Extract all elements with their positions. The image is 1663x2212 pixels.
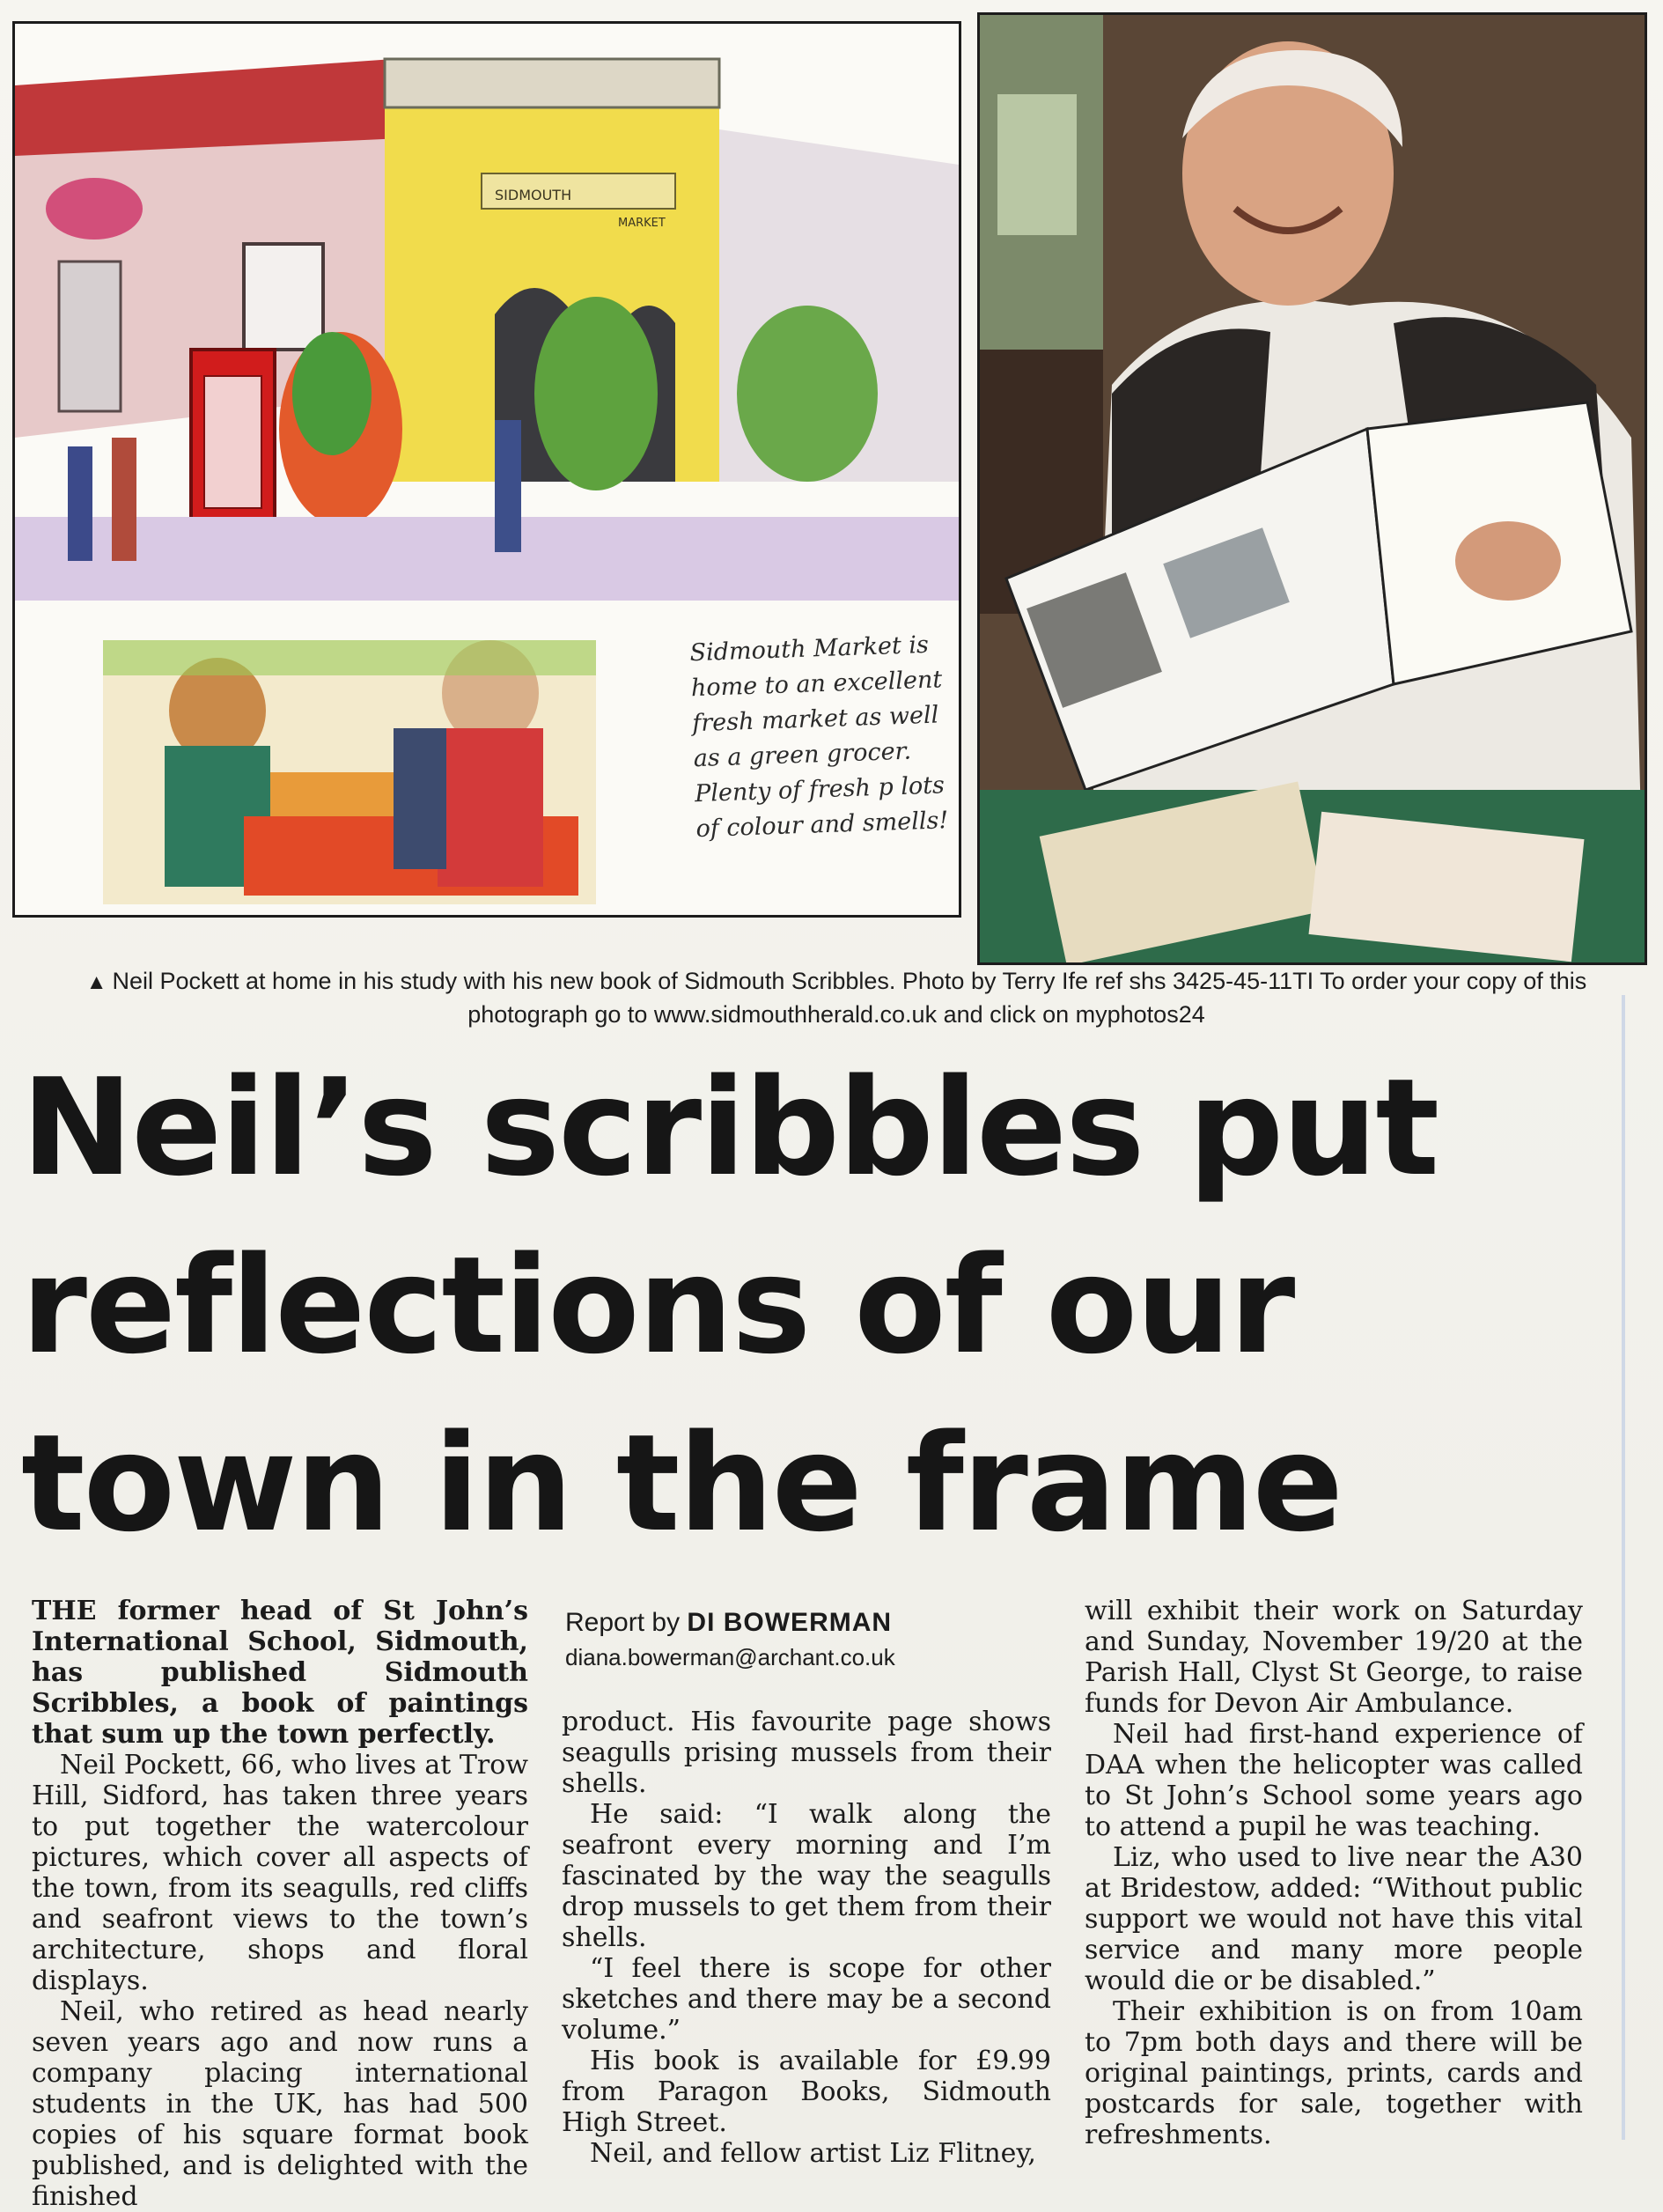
- caption-triangle-icon: ▲: [85, 970, 107, 994]
- article-paragraph: will exhibit their work on Saturday and Sunday, November 19/20 at the Parish Hall, Clyst St George, to raise funds for Devon Air Ambulance.: [1085, 1596, 1583, 1719]
- caption-text: Neil Pockett at home in his study with his new book of Sidmouth Scribbles. Photo by Terry Ife ref shs 3425-45-11TI To order your copy of this photograph go to www.sidmouthherald.co.uk and click on myphotos24: [112, 968, 1587, 1028]
- article-paragraph: Their exhibition is on from 10am to 7pm both days and there will be original paintings, prints, cards and postcards for sale, together with refreshments.: [1085, 1996, 1583, 2150]
- article-paragraph: Neil had first-hand experience of DAA when the helicopter was called to St John’s School some years ago to attend a pupil he was teaching.: [1085, 1719, 1583, 1842]
- article-paragraph: Liz, who used to live near the A30 at Bridestow, added: “Without public support we would not have this vital service and many more people would die or be disabled.”: [1085, 1842, 1583, 1996]
- article-column-3: [1085, 1596, 1583, 2150]
- market-sign-text: SIDMOUTH: [495, 187, 572, 203]
- article-lead-paragraph: THE former head of St John’s International School, Sidmouth, has published Sidmouth Scribbles, a book of paintings that sum up the town perfectly.: [32, 1596, 528, 1750]
- author-email[interactable]: diana.bowerman@archant.co.uk: [565, 1644, 895, 1670]
- article-paragraph: Neil, who retired as head nearly seven years ago and now runs a company placing international students in the UK, has had 500 copies of his square format book published, and is delighted with the finished: [32, 1996, 528, 2212]
- headline-line-3: town in the frame: [21, 1405, 1342, 1561]
- article-paragraph: “I feel there is scope for other sketches and there may be a second volume.”: [562, 1953, 1051, 2046]
- article-paragraph: Neil, and fellow artist Liz Flitney,: [590, 2138, 1036, 2169]
- market-sign-text-2: MARKET: [618, 217, 666, 230]
- headline-line-2: reflections of our: [21, 1228, 1294, 1383]
- article-paragraph: Neil Pockett, 66, who lives at Trow Hill, Sidford, has taken three years to put together the watercolour pictures, which cover all aspects of the town, from its seagulls, red cliffs and seafront views to the town’s architecture, shops and floral displays.: [32, 1750, 528, 1996]
- market-sketch-illustration: [12, 21, 961, 918]
- article-column-2: [562, 1596, 1051, 2169]
- byline: [565, 1606, 1051, 1640]
- handwritten-note: Sidmouth Market is home to an excellent fresh market as well as a green grocer. Plenty of fresh p lots of colour and smells!: [689, 630, 949, 844]
- article-paragraph: His book is available for £9.99 from Paragon Books, Sidmouth High Street.: [562, 2046, 1051, 2138]
- byline-author: DI BOWERMAN: [687, 1608, 893, 1637]
- article-paragraph: He said: “I walk along the seafront every morning and I’m fascinated by the way the seagulls drop mussels to get them from their shells.: [562, 1799, 1051, 1953]
- photo-caption: [35, 965, 1637, 1030]
- article-paragraph: product. His favourite page shows seagulls prising mussels from their shells.: [562, 1707, 1051, 1799]
- article-column-1: [32, 1596, 528, 2212]
- neil-pockett-photo: [977, 12, 1647, 965]
- article-headline: [21, 1039, 1641, 1573]
- headline-line-1: Neil’s scribbles put: [21, 1050, 1439, 1206]
- page-edge-rule: [1622, 995, 1625, 2140]
- portrait-photo: [980, 15, 1645, 962]
- byline-prefix: Report by: [565, 1608, 688, 1637]
